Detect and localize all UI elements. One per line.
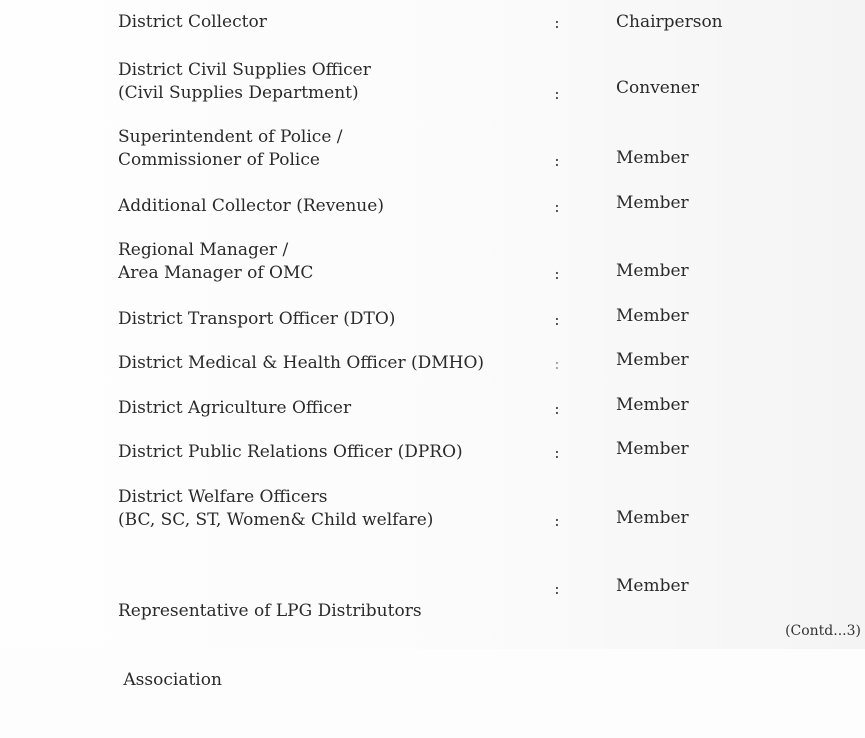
member-designation xyxy=(118,352,548,375)
designation-line: District Civil Supplies Officer xyxy=(118,60,371,80)
designation-line: Commissioner of Police xyxy=(118,150,320,170)
designation-line: Association xyxy=(118,670,222,690)
separator-colon: : xyxy=(554,443,560,462)
member-role: Member xyxy=(616,439,689,459)
separator-colon: : xyxy=(554,310,560,329)
designation-line: District Medical & Health Officer (DMHO) xyxy=(118,353,485,373)
member-role: Member xyxy=(616,193,689,213)
member-role: Member xyxy=(616,148,689,168)
member-role: Chairperson xyxy=(616,12,723,32)
designation-line: Additional Collector (Revenue) xyxy=(118,196,384,216)
member-designation xyxy=(118,554,548,738)
separator-colon: : xyxy=(554,354,560,373)
designation-line: District Transport Officer (DTO) xyxy=(118,309,396,329)
separator-colon: : xyxy=(554,13,560,32)
designation-line: District Welfare Officers xyxy=(118,487,328,507)
separator-colon: : xyxy=(554,197,560,216)
member-designation xyxy=(118,239,548,285)
member-role: Member xyxy=(616,306,689,326)
separator-colon: : xyxy=(554,399,560,418)
member-designation xyxy=(118,11,548,34)
member-designation xyxy=(118,441,548,464)
member-role: Member xyxy=(616,350,689,370)
member-designation xyxy=(118,195,548,218)
separator-colon: : xyxy=(554,84,560,103)
designation-line: District Collector xyxy=(118,12,267,32)
designation-line: Area Manager of OMC xyxy=(118,263,314,283)
member-designation xyxy=(118,59,548,105)
separator-colon: : xyxy=(554,579,560,598)
member-role: Member xyxy=(616,576,689,596)
member-role: Convener xyxy=(616,78,699,98)
member-role: Member xyxy=(616,395,689,415)
member-designation xyxy=(118,308,548,331)
designation-line: Superintendent of Police / xyxy=(118,127,343,147)
separator-colon: : xyxy=(554,151,560,170)
designation-line: District Agriculture Officer xyxy=(118,398,352,418)
separator-colon: : xyxy=(554,511,560,530)
member-role: Member xyxy=(616,508,689,528)
continued-note: (Contd...3) xyxy=(785,623,861,639)
designation-line: (BC, SC, ST, Women& Child welfare) xyxy=(118,510,434,530)
member-designation xyxy=(118,486,548,532)
designation-line: Regional Manager / xyxy=(118,240,289,260)
member-designation xyxy=(118,397,548,420)
member-designation xyxy=(118,126,548,172)
designation-line: (Civil Supplies Department) xyxy=(118,83,359,103)
member-role: Member xyxy=(616,261,689,281)
designation-line: Representative of LPG Distributors xyxy=(118,601,422,621)
designation-line: District Public Relations Officer (DPRO) xyxy=(118,442,463,462)
separator-colon: : xyxy=(554,264,560,283)
